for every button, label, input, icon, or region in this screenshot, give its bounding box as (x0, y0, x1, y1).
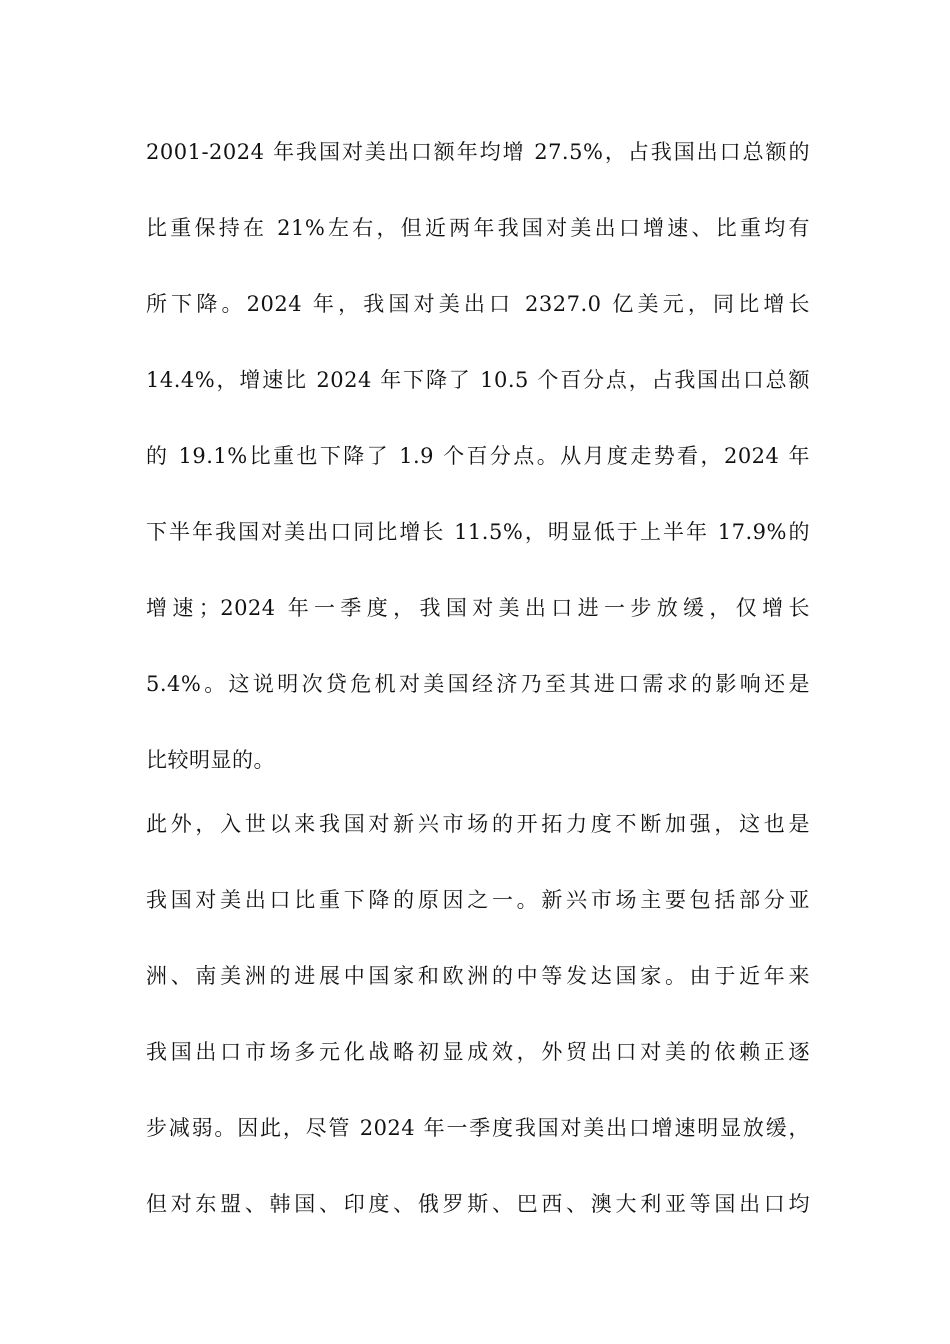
text-line: 但对东盟、韩国、印度、俄罗斯、巴西、澳大利亚等国出口均 (146, 1192, 810, 1216)
text-line: 步减弱。因此，尽管 2024 年一季度我国对美出口增速明显放缓， (146, 1116, 810, 1140)
paragraph-emerging-markets (146, 812, 810, 1268)
text-line: 5.4%。这说明次贷危机对美国经济乃至其进口需求的影响还是 (146, 672, 810, 696)
text-line: 14.4%，增速比 2024 年下降了 10.5 个百分点，占我国出口总额 (146, 368, 810, 392)
text-line: 2001-2024 年我国对美出口额年均增 27.5%，占我国出口总额的 (146, 140, 810, 164)
paragraph-export-to-us (146, 140, 810, 824)
text-line: 所下降。2024 年，我国对美出口 2327.0 亿美元，同比增长 (146, 292, 810, 316)
text-line: 洲、南美洲的进展中国家和欧洲的中等发达国家。由于近年来 (146, 964, 810, 988)
text-line: 比重保持在 21%左右，但近两年我国对美出口增速、比重均有 (146, 216, 810, 240)
text-line: 我国出口市场多元化战略初显成效，外贸出口对美的依赖正逐 (146, 1040, 810, 1064)
text-line: 的 19.1%比重也下降了 1.9 个百分点。从月度走势看，2024 年 (146, 444, 810, 468)
text-line: 增速；2024 年一季度，我国对美出口进一步放缓，仅增长 (146, 596, 810, 620)
text-line: 我国对美出口比重下降的原因之一。新兴市场主要包括部分亚 (146, 888, 810, 912)
text-line: 下半年我国对美出口同比增长 11.5%，明显低于上半年 17.9%的 (146, 520, 810, 544)
text-line: 此外，入世以来我国对新兴市场的开拓力度不断加强，这也是 (146, 812, 810, 836)
text-line: 比较明显的。 (146, 748, 275, 772)
